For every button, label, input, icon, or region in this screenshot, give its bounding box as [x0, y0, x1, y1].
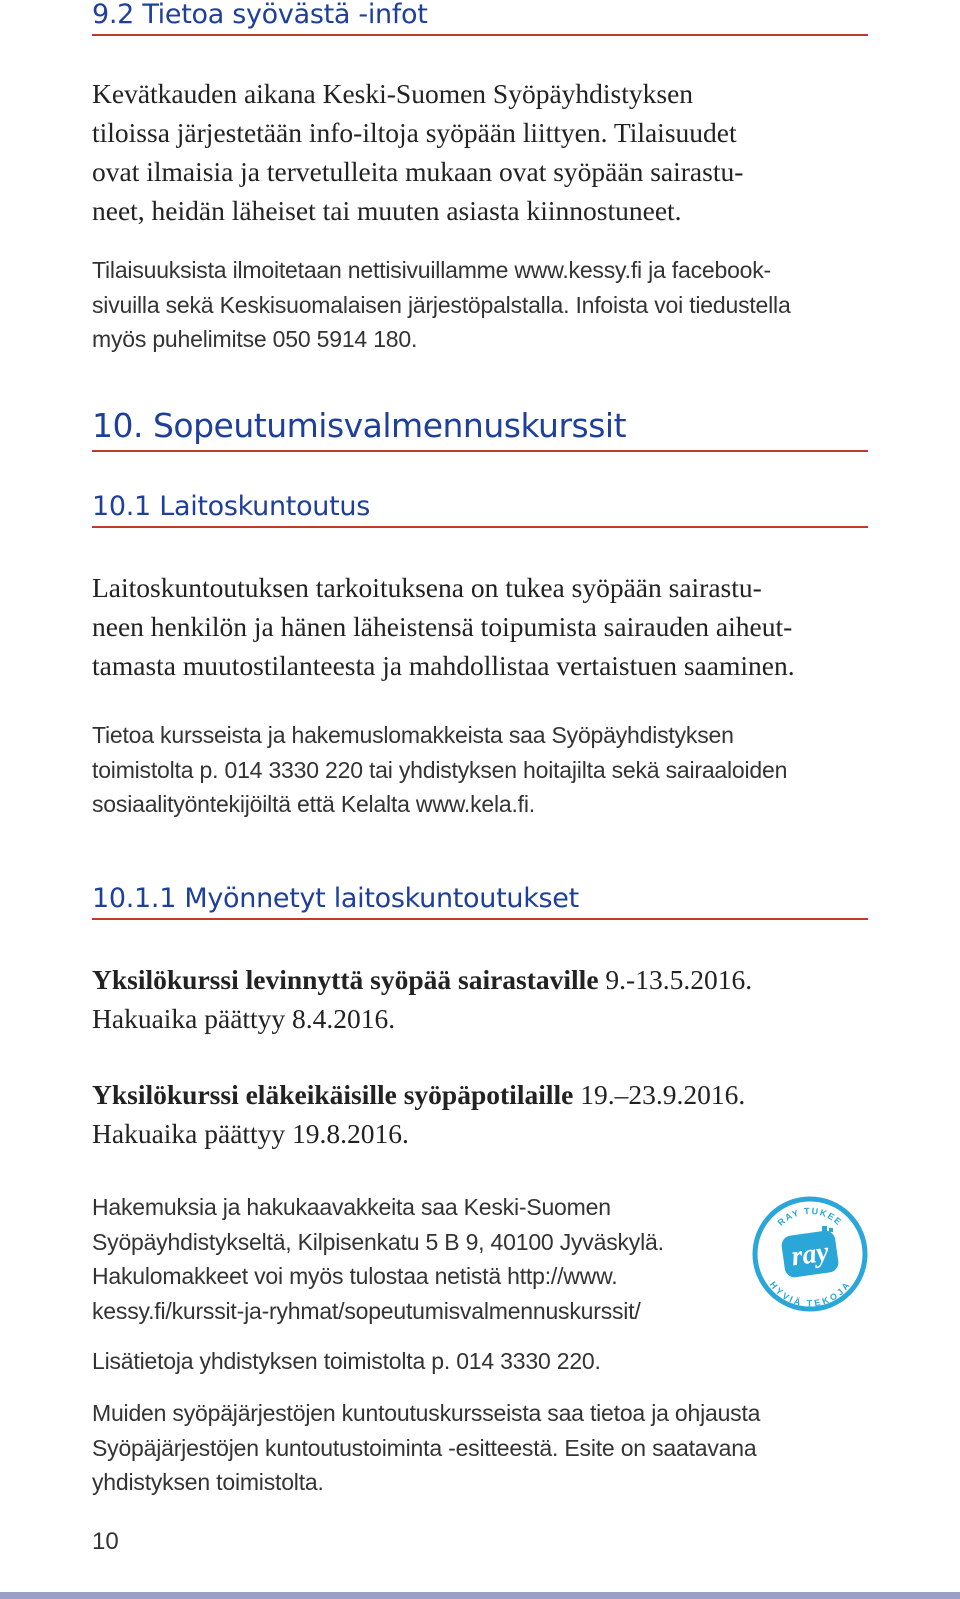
- more-info-line: Lisätietoja yhdistyksen toimistolta p. 014 3330 220.: [92, 1348, 601, 1374]
- svg-text:HYVIÄ TEKOJA: HYVIÄ TEKOJA: [767, 1279, 853, 1309]
- course-1: [92, 960, 882, 1038]
- heading-10-1-1: 10.1.1 Myönnetyt laitoskuntoutukset: [92, 882, 868, 920]
- rehab-purpose-paragraph: Laitoskuntoutuksen tarkoituksena on tukea syöpään sairastu- neen henkilön ja hänen läheistensä toipumista sairauden aiheut- tamasta muutostilanteesta ja mahdollistaa vertaistuen saaminen.: [92, 572, 795, 681]
- heading-10-1: 10.1 Laitoskuntoutus: [92, 490, 868, 528]
- application-paragraph: Hakemuksia ja hakukaavakkeita saa Keski-Suomen Syöpäyhdistykseltä, Kilpisenkatu 5 B 9, 40100 Jyväskylä. Hakulomakkeet voi myös tulostaa netistä http://www. kessy.fi/kurssit-ja-ryhmat/sopeutumisvalmennuskurssit/: [92, 1194, 664, 1324]
- other-courses-paragraph: Muiden syöpäjärjestöjen kuntoutuskursseista saa tietoa ja ohjausta Syöpäjärjestöjen kuntoutustoiminta -esitteestä. Esite on saatavana yhdistyksen toimistolta.: [92, 1400, 761, 1495]
- heading-9-2: 9.2 Tietoa syövästä -infot: [92, 0, 868, 36]
- bottom-band: [0, 1592, 960, 1599]
- course-info-paragraph: Tietoa kursseista ja hakemuslomakkeista saa Syöpäyhdistyksen toimistolta p. 014 3330 220 tai yhdistyksen hoitajilta sekä sairaaloiden sosiaalityöntekijöiltä että Kelalta www.kela.fi.: [92, 722, 788, 817]
- course-2: [92, 1075, 882, 1153]
- ray-logo: [752, 1196, 868, 1312]
- info-evenings-paragraph: Kevätkauden aikana Keski-Suomen Syöpäyhdistyksen tiloissa järjestetään info-iltoja syöpään liittyen. Tilaisuudet ovat ilmaisia ja tervetulleita mukaan ovat syöpään sairastu- neet, heidän läheiset tai muuten asiasta kiinnostuneet.: [92, 78, 744, 226]
- ray-wordmark: ray: [789, 1236, 831, 1273]
- info-announcement-paragraph: Tilaisuuksista ilmoitetaan nettisivuillamme www.kessy.fi ja facebook- sivuilla sekä Keskisuomalaisen järjestöpalstalla. Infoista voi tiedustella myös puhelimitse 050 5914 180.: [92, 257, 791, 352]
- course-1-deadline: Hakuaika päättyy 8.4.2016.: [92, 1003, 396, 1034]
- course-1-dates: 9.-13.5.2016.: [598, 964, 753, 995]
- page-number: 10: [92, 1528, 119, 1555]
- course-1-name: Yksilökurssi levinnyttä syöpää sairastaville: [92, 964, 599, 995]
- course-2-name: Yksilökurssi eläkeikäisille syöpäpotilaille: [92, 1079, 574, 1110]
- svg-text:RAY TUKEE: RAY TUKEE: [775, 1205, 845, 1228]
- course-2-dates: 19.–23.9.2016.: [573, 1079, 746, 1110]
- heading-10: 10. Sopeutumisvalmennuskurssit: [92, 405, 868, 452]
- course-2-deadline: Hakuaika päättyy 19.8.2016.: [92, 1118, 409, 1149]
